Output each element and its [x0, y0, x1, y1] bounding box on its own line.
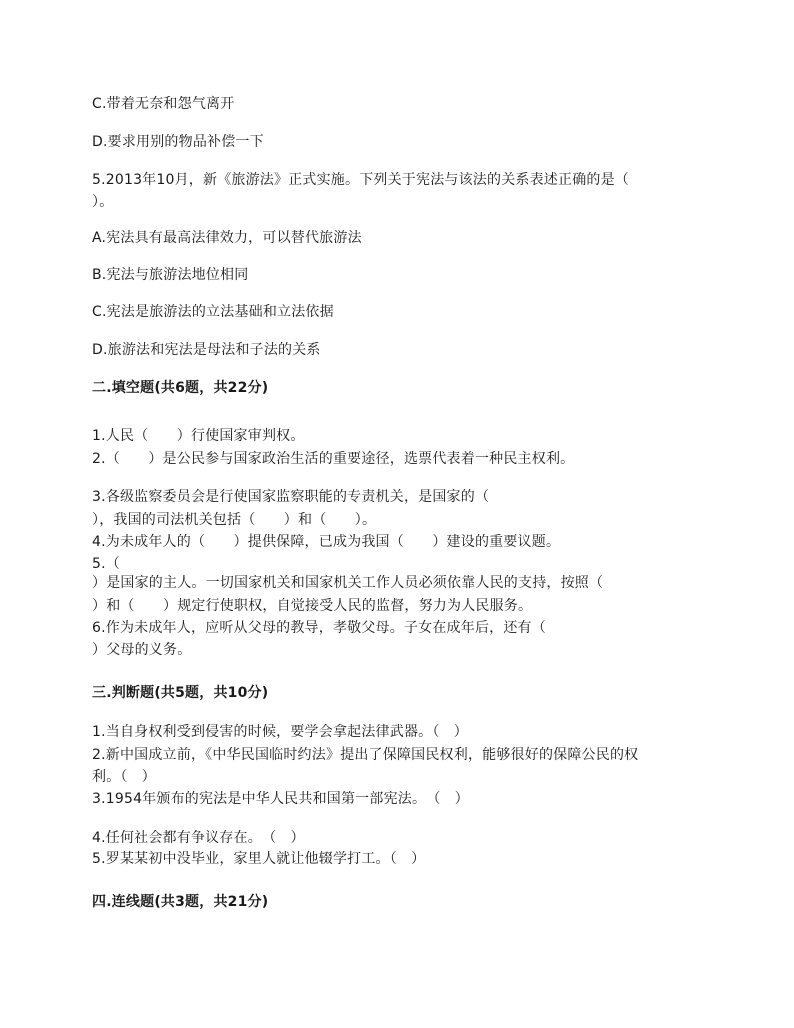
- q5-option-c: C.宪法是旅游法的立法基础和立法依据: [92, 304, 334, 320]
- q4-option-d: D.要求用别的物品补偿一下: [92, 134, 264, 150]
- q4-option-c: C.带着无奈和怨气离开: [92, 96, 235, 112]
- section2-line: 6.作为未成年人，应听从父母的教导，孝敬父母。子女在成年后，还有（: [92, 620, 546, 636]
- section3-heading: 三.判断题(共5题，共10分): [92, 685, 269, 701]
- section3-line: 4.任何社会都有争议存在。 （ ）: [92, 830, 305, 846]
- q5-stem-line2: ）。: [92, 194, 114, 210]
- section2-line: 2.（ ）是公民参与国家政治生活的重要途径，选票代表着一种民主权利。: [92, 451, 575, 467]
- section2-line: ）和（ ）规定行使职权，自觉接受人民的监督，努力为人民服务。: [92, 598, 533, 614]
- section2-line: ）是国家的主人。一切国家机关和国家机关工作人员必须依靠人民的支持，按照（: [92, 575, 604, 591]
- section2-heading: 二.填空题(共6题，共22分): [92, 380, 269, 396]
- section3-line: 3.1954年颁布的宪法是中华人民共和国第一部宪法。 （ ）: [92, 791, 469, 807]
- section3-line: 5.罗某某初中没毕业，家里人就让他辍学打工。（ ）: [92, 851, 426, 867]
- section3-line: 2.新中国成立前，《中华民国临时约法》提出了保障国民权利，能够很好的保障公民的权: [92, 747, 639, 763]
- q5-option-d: D.旅游法和宪法是母法和子法的关系: [92, 342, 321, 358]
- section4-heading: 四.连线题(共3题，共21分): [92, 894, 269, 910]
- section2-line: 1.人民（ ）行使国家审判权。: [92, 428, 305, 444]
- section2-line: ），我国的司法机关包括（ ）和（ ）。: [92, 512, 377, 528]
- q5-option-a: A.宪法具有最高法律效力，可以替代旅游法: [92, 230, 362, 246]
- q5-option-b: B.宪法与旅游法地位相同: [92, 267, 249, 283]
- section3-line: 1.当自身权利受到侵害的时候，要学会拿起法律武器。（ ）: [92, 724, 468, 740]
- section2-line: 3.各级监察委员会是行使国家监察职能的专责机关，是国家的（: [92, 489, 490, 505]
- section2-line: 5.（: [92, 556, 120, 572]
- section2-line: ）父母的义务。: [92, 642, 192, 658]
- q5-stem-line1: 5.2013年10月，新《旅游法》正式实施。下列关于宪法与该法的关系表述正确的是（: [92, 172, 629, 188]
- section3-line: 利。（ ）: [92, 769, 156, 785]
- section2-line: 4.为未成年人的（ ）提供保障，已成为我国（ ）建设的重要议题。: [92, 534, 561, 550]
